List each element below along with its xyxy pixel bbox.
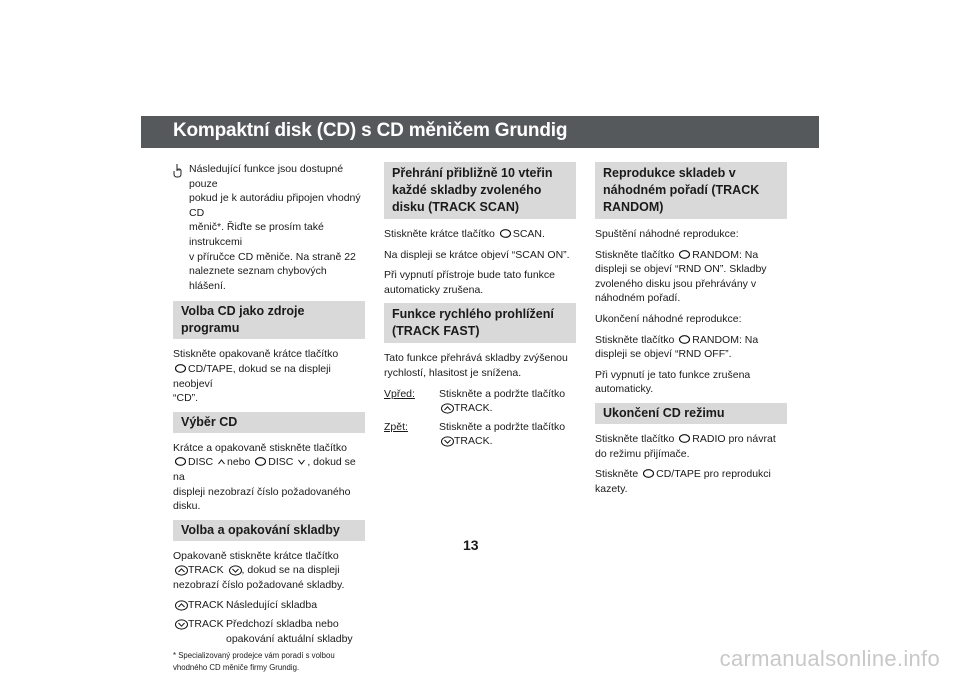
section-heading-track-fast: Funkce rychlého prohlížení (TRACK FAST) — [384, 303, 576, 343]
cd-button-icon — [175, 364, 186, 373]
random-button-icon — [679, 250, 690, 259]
random-button-icon — [679, 335, 690, 344]
scan-button-icon — [500, 229, 511, 238]
track-up-button-icon — [175, 600, 186, 609]
source-text: Stiskněte opakovaně krátce tlačítko CD/TAPE, dokud se na displeji neobjeví “CD”. — [173, 348, 339, 405]
track-row-prev: TRACK Předchozí skladba nebo opakování aktuální skladby — [173, 617, 365, 646]
note-hand-icon — [173, 163, 189, 183]
track-up-button-icon — [441, 403, 452, 412]
track-up-button-icon — [175, 565, 186, 574]
title-bar — [141, 116, 819, 148]
fast-text: Tato funkce přehrává skladby zvýšenou rychlostí, hlasitost je snížena. — [384, 352, 568, 379]
section-heading-source: Volba CD jako zdroje programu — [173, 301, 365, 339]
section-heading-track-random: Reprodukce skladeb v náhodném pořadí (TRACK RANDOM) — [595, 162, 787, 219]
back-row: Zpět: Stiskněte a podržte tlačítko TRACK. — [384, 420, 566, 448]
watermark: carmanualsonline.info — [719, 646, 940, 671]
column-2 — [384, 162, 576, 453]
radio-button-icon — [679, 434, 690, 443]
section-heading-cd-exit: Ukončení CD režimu — [595, 403, 787, 424]
track-row-next: TRACK Následující skladba — [173, 598, 365, 613]
random-stop-text: Stiskněte tlačítko RANDOM: Na displeji se objeví “RND OFF”. — [595, 333, 759, 361]
track-down-button-icon — [229, 565, 240, 574]
cd-select-text: Krátce a opakovaně stiskněte tlačítko DISC nebo DISC , dokud se na displeji nezobrazí číslo požadovaného disku. — [173, 441, 356, 513]
track-text: Opakovaně stiskněte krátce tlačítko TRACK , dokud se na displeji nezobrazí číslo požadované skladby. — [173, 549, 345, 591]
scan-display-text: Na displeji se krátce objeví “SCAN ON”. — [384, 248, 570, 261]
section-heading-cd-select: Výběr CD — [173, 412, 365, 433]
section-heading-track-scan: Přehrání přibližně 10 vteřin každé skladby zvoleného disku (TRACK SCAN) — [384, 162, 576, 219]
cd-tape-button-icon — [643, 469, 654, 478]
column-1 — [173, 162, 365, 674]
chevron-up-icon — [218, 455, 225, 470]
tape-text: Stiskněte CD/TAPE pro reprodukci kazety. — [595, 468, 771, 495]
track-down-button-icon — [441, 436, 452, 445]
disc-button-icon — [175, 457, 186, 466]
random-off-text: Při vypnutí je tato funkce zrušena automaticky. — [595, 368, 751, 396]
forward-row: Vpřed: Stiskněte a podržte tlačítko TRACK. — [384, 387, 566, 415]
chevron-down-icon — [298, 455, 305, 470]
scan-text: Stiskněte krátce tlačítko SCAN. — [384, 228, 545, 240]
random-start-text: Stiskněte tlačítko RANDOM: Na displeji se objeví “RND ON”. Skladby zvoleného disku jsou přehrávány v náhodném pořadí. — [595, 248, 767, 305]
page-number: 13 — [463, 537, 479, 553]
page-title: Kompaktní disk (CD) s CD měničem Grundig — [173, 120, 568, 141]
disc-button-icon — [255, 457, 266, 466]
info-note — [173, 162, 365, 293]
random-start-label: Spuštění náhodné reprodukce: — [595, 228, 739, 240]
scan-off-text: Při vypnutí přístroje bude tato funkce automaticky zrušena. — [384, 269, 556, 296]
section-heading-track: Volba a opakování skladby — [173, 520, 365, 541]
note-text: Následující funkce jsou dostupné pouze pokud je k autorádiu připojen vhodný CD měnič*. Řiďte se prosím také instrukcemi v příručce CD měniče. Na straně 22 naleznete seznam chybových hlášení. — [189, 163, 361, 292]
footnote: * Specializovaný prodejce vám poradí s volbou vhodného CD měniče firmy Grundig. — [173, 651, 335, 673]
column-3 — [595, 162, 787, 502]
random-stop-label: Ukončení náhodné reprodukce: — [595, 312, 742, 325]
radio-text: Stiskněte tlačítko RADIO pro návrat do režimu přijímače. — [595, 432, 776, 460]
track-down-button-icon — [175, 619, 186, 628]
